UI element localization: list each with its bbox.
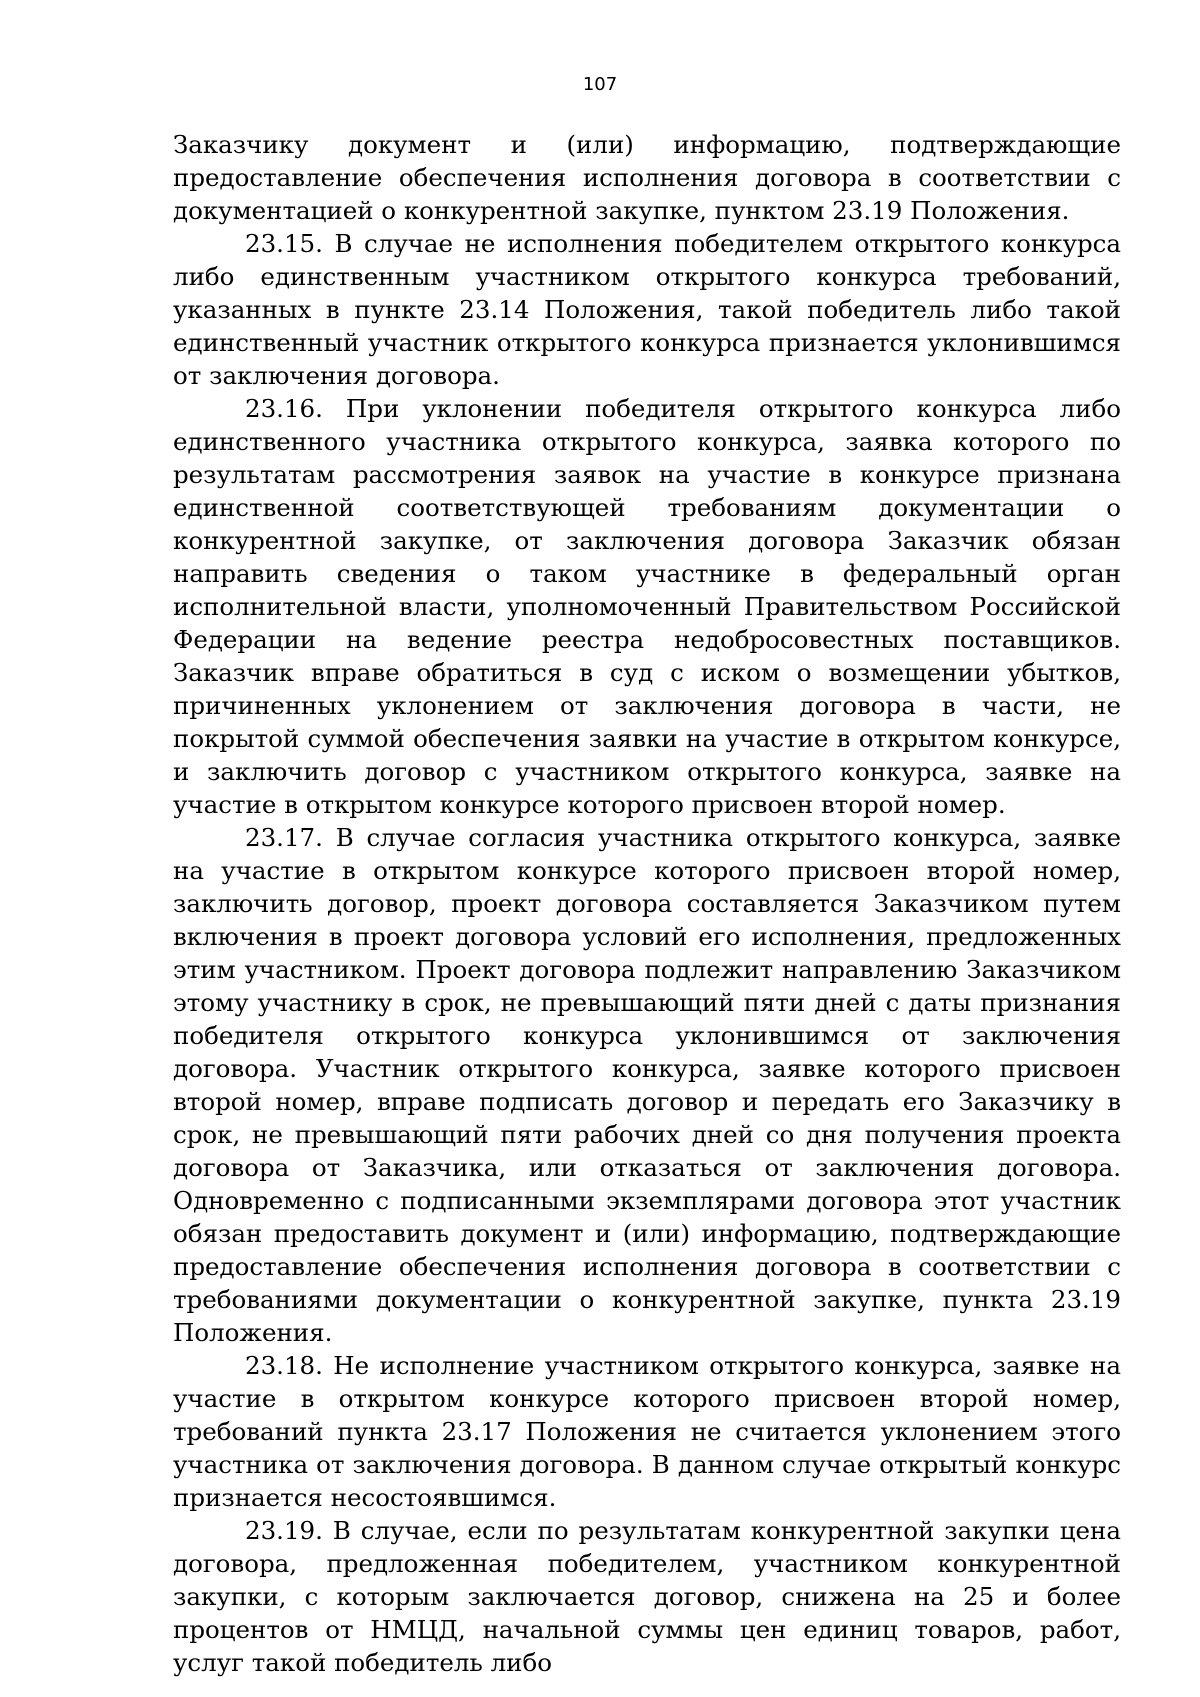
page-number: 107 (582, 74, 618, 95)
paragraph-continuation: Заказчику документ и (или) информацию, подтверждающие предоставление обеспечения исполнения договора в соответствии с документацией о конкурентной закупке, пунктом 23.19 Положения. (173, 130, 1121, 225)
paragraph-23-19: 23.19. В случае, если по результатам конкурентной закупки цена договора, предложенная победителем, участником конкурентной закупки, с которым заключается договор, снижена на 25 и более процентов от НМЦД, начальной суммы цен единиц товаров, работ, услуг такой победитель либо (173, 1516, 1121, 1677)
paragraph-23-16: 23.16. При уклонении победителя открытого конкурса либо единственного участника открытого конкурса, заявка которого по результатам рассмотрения заявок на участие в конкурсе признана единственной соответствующей требованиям документации о конкурентной закупке, от заключения договора Заказчик обязан направить сведения о таком участнике в федеральный орган исполнительной власти, уполномоченный Правительством Российской Федерации на ведение реестра недобросовестных поставщиков. Заказчик вправе обратиться в суд с иском о возмещении убытков, причиненных уклонением от заключения договора в части, не покрытой суммой обеспечения заявки на участие в открытом конкурсе, и заключить договор с участником открытого конкурса, заявке на участие в открытом конкурсе которого присвоен второй номер. (173, 394, 1121, 819)
document-body (173, 128, 1121, 1679)
paragraph-23-18: 23.18. Не исполнение участником открытого конкурса, заявке на участие в открытом конкурсе которого присвоен второй номер, требований пункта 23.17 Положения не считается уклонением этого участника от заключения договора. В данном случае открытый конкурс признается несостоявшимся. (173, 1351, 1121, 1512)
paragraph-23-15: 23.15. В случае не исполнения победителем открытого конкурса либо единственным участником открытого конкурса требований, указанных в пункте 23.14 Положения, такой победитель либо такой единственный участник открытого конкурса признается уклонившимся от заключения договора. (173, 229, 1121, 390)
paragraph-23-17: 23.17. В случае согласия участника открытого конкурса, заявке на участие в открытом конкурсе которого присвоен второй номер, заключить договор, проект договора составляется Заказчиком путем включения в проект договора условий его исполнения, предложенных этим участником. Проект договора подлежит направлению Заказчиком этому участнику в срок, не превышающий пяти дней с даты признания победителя открытого конкурса уклонившимся от заключения договора. Участник открытого конкурса, заявке которого присвоен второй номер, вправе подписать договор и передать его Заказчику в срок, не превышающий пяти рабочих дней со дня получения проекта договора от Заказчика, или отказаться от заключения договора. Одновременно с подписанными экземплярами договора этот участник обязан предоставить документ и (или) информацию, подтверждающие предоставление обеспечения исполнения договора в соответствии с требованиями документации о конкурентной закупке, пункта 23.19 Положения. (173, 823, 1121, 1347)
